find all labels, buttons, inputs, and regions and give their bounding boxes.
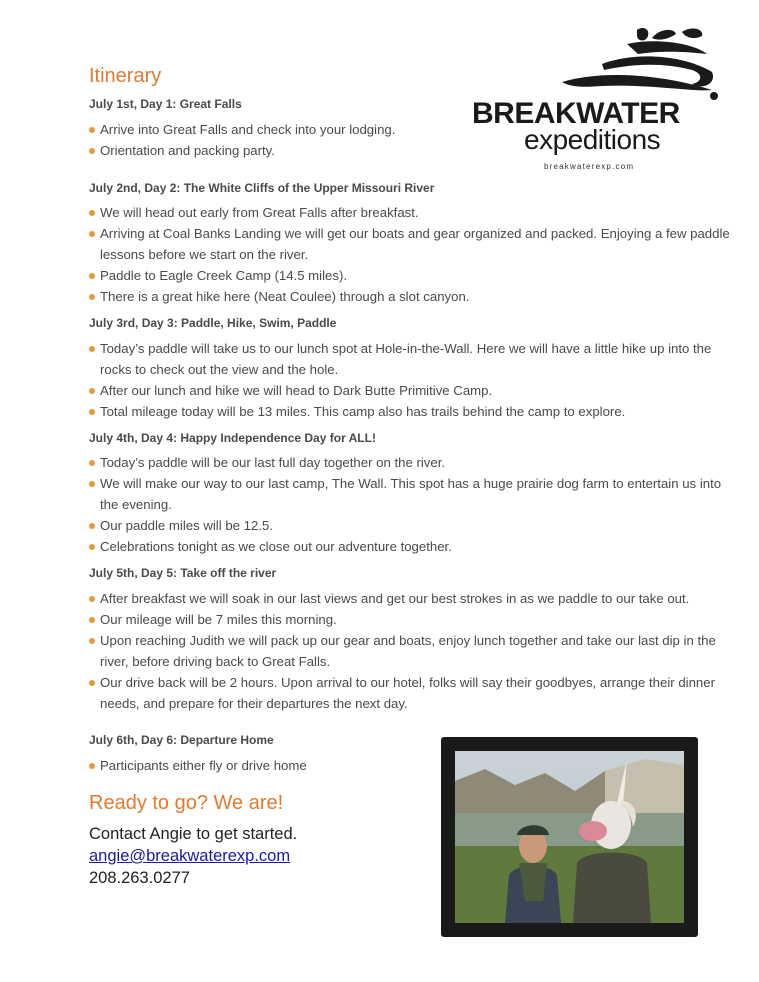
day-heading: July 2nd, Day 2: The White Cliffs of the Upper Missouri River (89, 181, 435, 195)
list-item: We will make our way to our last camp, The Wall. This spot has a huge prairie dog farm to entertain us into the evening. (89, 473, 739, 515)
list-item: Our mileage will be 7 miles this morning. (89, 609, 739, 630)
trip-photo (441, 737, 698, 937)
list-item: Today’s paddle will take us to our lunch spot at Hole-in-the-Wall. Here we will have a little hike up into the rocks to check out the view and the hole. (89, 338, 739, 380)
list-item: There is a great hike here (Neat Coulee) through a slot canyon. (89, 286, 739, 307)
day-bullet-list (89, 338, 739, 422)
list-item: Arriving at Coal Banks Landing we will get our boats and gear organized and packed. Enjoying a few paddle lessons before we start on the river. (89, 223, 739, 265)
list-item: Total mileage today will be 13 miles. This camp also has trails behind the camp to explore. (89, 401, 739, 422)
day-bullet-list (89, 119, 739, 161)
contact-block (89, 823, 297, 889)
email-link[interactable]: angie@breakwaterexp.com (89, 847, 291, 865)
list-item: Paddle to Eagle Creek Camp (14.5 miles). (89, 265, 739, 286)
day-bullet-list (89, 588, 739, 714)
day-heading: July 5th, Day 5: Take off the river (89, 566, 277, 580)
logo-brand-text: BREAKWATER (472, 97, 680, 130)
list-item: Our paddle miles will be 12.5. (89, 515, 739, 536)
list-item: Arrive into Great Falls and check into your lodging. (89, 119, 739, 140)
day-heading: July 4th, Day 4: Happy Independence Day for ALL! (89, 431, 376, 445)
logo-sub-text: expeditions (524, 124, 661, 155)
ready-heading: Ready to go? We are! (89, 792, 284, 814)
list-item: Upon reaching Judith we will pack up our gear and boats, enjoy lunch together and take our last dip in the river, before driving back to Great Falls. (89, 630, 739, 672)
day-heading: July 6th, Day 6: Departure Home (89, 733, 274, 747)
logo-url-text: breakwaterexp.com (544, 162, 635, 171)
day-bullet-list (89, 755, 429, 776)
phone-number: 208.263.0277 (89, 869, 190, 887)
list-item: We will head out early from Great Falls after breakfast. (89, 202, 739, 223)
day-bullet-list (89, 452, 739, 557)
contact-line: Contact Angie to get started. (89, 825, 298, 843)
list-item: Participants either fly or drive home (89, 755, 429, 776)
list-item: Celebrations tonight as we close out our adventure together. (89, 536, 739, 557)
photo-image (455, 751, 684, 923)
day-heading: July 1st, Day 1: Great Falls (89, 97, 242, 111)
list-item: Our drive back will be 2 hours. Upon arrival to our hotel, folks will say their goodbyes, arrange their dinner needs, and prepare for their departures the next day. (89, 672, 739, 714)
list-item: After our lunch and hike we will head to Dark Butte Primitive Camp. (89, 380, 739, 401)
day-heading: July 3rd, Day 3: Paddle, Hike, Swim, Paddle (89, 316, 337, 330)
list-item: Today’s paddle will be our last full day together on the river. (89, 452, 739, 473)
day-bullet-list (89, 202, 739, 307)
list-item: Orientation and packing party. (89, 140, 739, 161)
itinerary-title: Itinerary (89, 65, 162, 87)
list-item: After breakfast we will soak in our last views and get our best strokes in as we paddle to our take out. (89, 588, 739, 609)
